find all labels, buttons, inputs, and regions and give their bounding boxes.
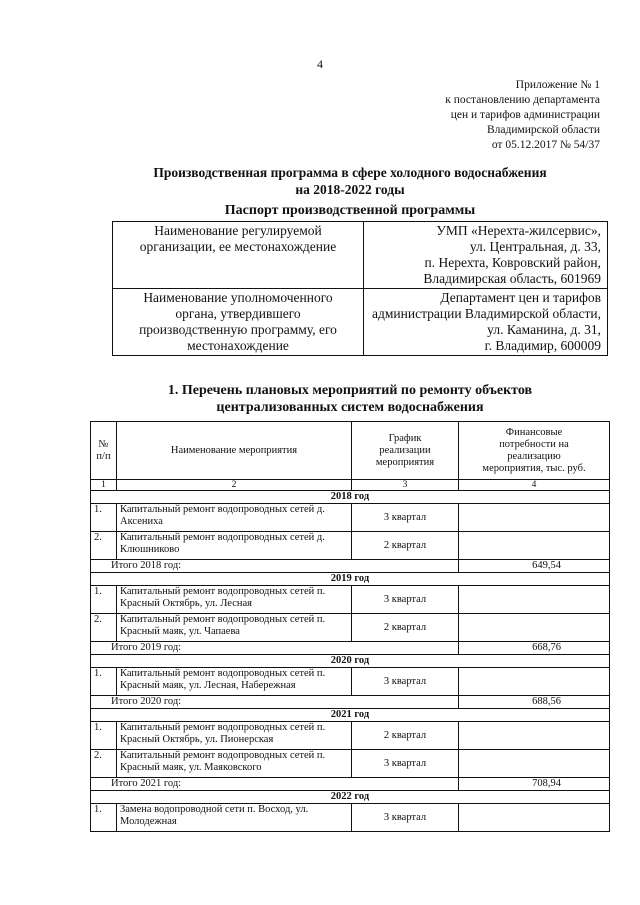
event-name bbox=[117, 586, 352, 614]
year-label: 2018 год bbox=[91, 491, 610, 504]
total-label: Итого 2021 год: bbox=[91, 778, 459, 791]
event-name bbox=[117, 668, 352, 696]
table-row bbox=[91, 722, 610, 750]
text-line: органа, утвердившего bbox=[175, 306, 301, 321]
title-line: 1. Перечень плановых мероприятий по ремонту объектов bbox=[167, 383, 533, 398]
text-line: ул. Каманина, д. 31, bbox=[487, 322, 601, 337]
text-line: УМП «Нерехта-жилсервис», bbox=[436, 223, 601, 238]
event-finance bbox=[459, 722, 610, 750]
event-schedule: 3 квартал bbox=[352, 804, 459, 832]
event-finance bbox=[459, 804, 610, 832]
event-name bbox=[117, 532, 352, 560]
passport-label bbox=[113, 289, 364, 356]
text-line: Финансовые bbox=[505, 426, 563, 438]
text-line: Капитальный ремонт водопроводных сетей п. bbox=[120, 614, 326, 625]
total-row bbox=[91, 696, 610, 709]
text-line: Красный маяк, ул. Маяковского bbox=[120, 762, 262, 773]
year-row bbox=[91, 491, 610, 504]
text-line: администрации Владимирской области, bbox=[372, 306, 601, 321]
event-num: 1. bbox=[91, 722, 117, 750]
text-line: Капитальный ремонт водопроводных сетей д. bbox=[120, 504, 325, 515]
text-line: мероприятия bbox=[375, 456, 435, 468]
appendix-line: Владимирской области bbox=[486, 124, 600, 136]
year-row bbox=[91, 655, 610, 668]
event-name bbox=[117, 614, 352, 642]
event-finance bbox=[459, 668, 610, 696]
text-line: Красный маяк, ул. Чапаева bbox=[120, 626, 240, 637]
text-line: Капитальный ремонт водопроводных сетей п. bbox=[120, 586, 326, 597]
text-line: Наименование уполномоченного bbox=[143, 290, 333, 305]
event-finance bbox=[459, 532, 610, 560]
text-line: г. Владимир, 600009 bbox=[484, 338, 601, 353]
passport-value bbox=[364, 222, 608, 289]
year-label: 2020 год bbox=[91, 655, 610, 668]
events-table bbox=[90, 421, 610, 832]
event-finance bbox=[459, 504, 610, 532]
total-value: 688,56 bbox=[459, 696, 610, 709]
passport-value bbox=[364, 289, 608, 356]
text-line: Красный маяк, ул. Лесная, Набережная bbox=[120, 680, 296, 691]
text-line: Молодежная bbox=[120, 816, 177, 827]
event-finance bbox=[459, 614, 610, 642]
year-row bbox=[91, 573, 610, 586]
event-num: 1. bbox=[91, 504, 117, 532]
total-row bbox=[91, 642, 610, 655]
total-label: Итого 2019 год: bbox=[91, 642, 459, 655]
text-line: Клюшниково bbox=[120, 544, 180, 555]
year-label: 2019 год bbox=[91, 573, 610, 586]
event-schedule: 2 квартал bbox=[352, 614, 459, 642]
text-line: Капитальный ремонт водопроводных сетей п. bbox=[120, 722, 326, 733]
column-index: 2 bbox=[117, 480, 352, 491]
table-row bbox=[91, 504, 610, 532]
event-name bbox=[117, 722, 352, 750]
section-1-title bbox=[60, 382, 640, 416]
total-row bbox=[91, 778, 610, 791]
passport-heading: Паспорт производственной программы bbox=[224, 203, 476, 218]
text-line: Замена водопроводной сети п. Восход, ул. bbox=[120, 804, 309, 815]
event-num: 1. bbox=[91, 668, 117, 696]
total-label: Итого 2020 год: bbox=[91, 696, 459, 709]
table-row bbox=[91, 668, 610, 696]
text-line: Наименование регулируемой bbox=[154, 223, 322, 238]
total-value: 668,76 bbox=[459, 642, 610, 655]
text-line: График bbox=[388, 432, 422, 444]
text-line: реализации bbox=[379, 444, 431, 456]
total-label: Итого 2018 год: bbox=[91, 560, 459, 573]
passport-row bbox=[113, 289, 608, 356]
event-schedule: 3 квартал bbox=[352, 750, 459, 778]
text-line: производственную программу, его bbox=[139, 322, 337, 337]
event-num: 1. bbox=[91, 804, 117, 832]
text-line: Аксениха bbox=[120, 516, 163, 527]
event-finance bbox=[459, 586, 610, 614]
column-index-row bbox=[91, 480, 610, 491]
header-row bbox=[91, 422, 610, 480]
total-row bbox=[91, 560, 610, 573]
table-row bbox=[91, 586, 610, 614]
header-name: Наименование мероприятия bbox=[117, 422, 352, 480]
table-row bbox=[91, 532, 610, 560]
event-schedule: 3 квартал bbox=[352, 504, 459, 532]
event-schedule: 2 квартал bbox=[352, 722, 459, 750]
event-num: 2. bbox=[91, 750, 117, 778]
year-label: 2022 год bbox=[91, 791, 610, 804]
event-name bbox=[117, 750, 352, 778]
appendix-note bbox=[445, 78, 600, 153]
title-line: Производственная программа в сфере холодного водоснабжения bbox=[153, 165, 547, 180]
event-num: 1. bbox=[91, 586, 117, 614]
event-schedule: 3 квартал bbox=[352, 668, 459, 696]
column-index: 3 bbox=[352, 480, 459, 491]
text-line: Красный Октябрь, ул. Лесная bbox=[120, 598, 252, 609]
title-line: централизованных систем водоснабжения bbox=[216, 400, 484, 415]
text-line: потребности на bbox=[499, 438, 569, 450]
text-line: Капитальный ремонт водопроводных сетей п. bbox=[120, 750, 326, 761]
column-index: 4 bbox=[459, 480, 610, 491]
text-line: Капитальный ремонт водопроводных сетей п. bbox=[120, 668, 326, 679]
table-row bbox=[91, 750, 610, 778]
text-line: п/п bbox=[96, 450, 111, 462]
event-num: 2. bbox=[91, 614, 117, 642]
document-title bbox=[60, 164, 640, 198]
page-number: 4 bbox=[317, 57, 323, 71]
appendix-line: к постановлению департамента bbox=[445, 94, 600, 106]
year-label: 2021 год bbox=[91, 709, 610, 722]
text-line: реализацию bbox=[507, 450, 561, 462]
passport-label bbox=[113, 222, 364, 289]
event-schedule: 3 квартал bbox=[352, 586, 459, 614]
appendix-line: цен и тарифов администрации bbox=[450, 109, 600, 121]
header-schedule bbox=[352, 422, 459, 480]
total-value: 708,94 bbox=[459, 778, 610, 791]
passport-table bbox=[112, 221, 608, 356]
text-line: местонахождение bbox=[187, 338, 289, 353]
appendix-line: от 05.12.2017 № 54/37 bbox=[491, 139, 600, 151]
event-name bbox=[117, 504, 352, 532]
event-name bbox=[117, 804, 352, 832]
text-line: ул. Центральная, д. 33, bbox=[469, 239, 601, 254]
text-line: Капитальный ремонт водопроводных сетей д. bbox=[120, 532, 325, 543]
text-line: Красный Октябрь, ул. Пионерская bbox=[120, 734, 274, 745]
title-line: на 2018-2022 годы bbox=[295, 182, 405, 197]
table-row bbox=[91, 614, 610, 642]
text-line: организации, ее местонахождение bbox=[139, 239, 337, 254]
table-row bbox=[91, 804, 610, 832]
total-value: 649,54 bbox=[459, 560, 610, 573]
text-line: мероприятия, тыс. руб. bbox=[482, 462, 586, 474]
appendix-line: Приложение № 1 bbox=[515, 79, 600, 91]
text-line: Владимирская область, 601969 bbox=[423, 271, 601, 286]
text-line: п. Нерехта, Ковровский район, bbox=[424, 255, 601, 270]
event-schedule: 2 квартал bbox=[352, 532, 459, 560]
year-row bbox=[91, 791, 610, 804]
event-num: 2. bbox=[91, 532, 117, 560]
text-line: № bbox=[98, 438, 109, 450]
event-finance bbox=[459, 750, 610, 778]
header-finance bbox=[459, 422, 610, 480]
header-num bbox=[91, 422, 117, 480]
text-line: Департамент цен и тарифов bbox=[440, 290, 601, 305]
year-row bbox=[91, 709, 610, 722]
column-index: 1 bbox=[91, 480, 117, 491]
passport-row bbox=[113, 222, 608, 289]
